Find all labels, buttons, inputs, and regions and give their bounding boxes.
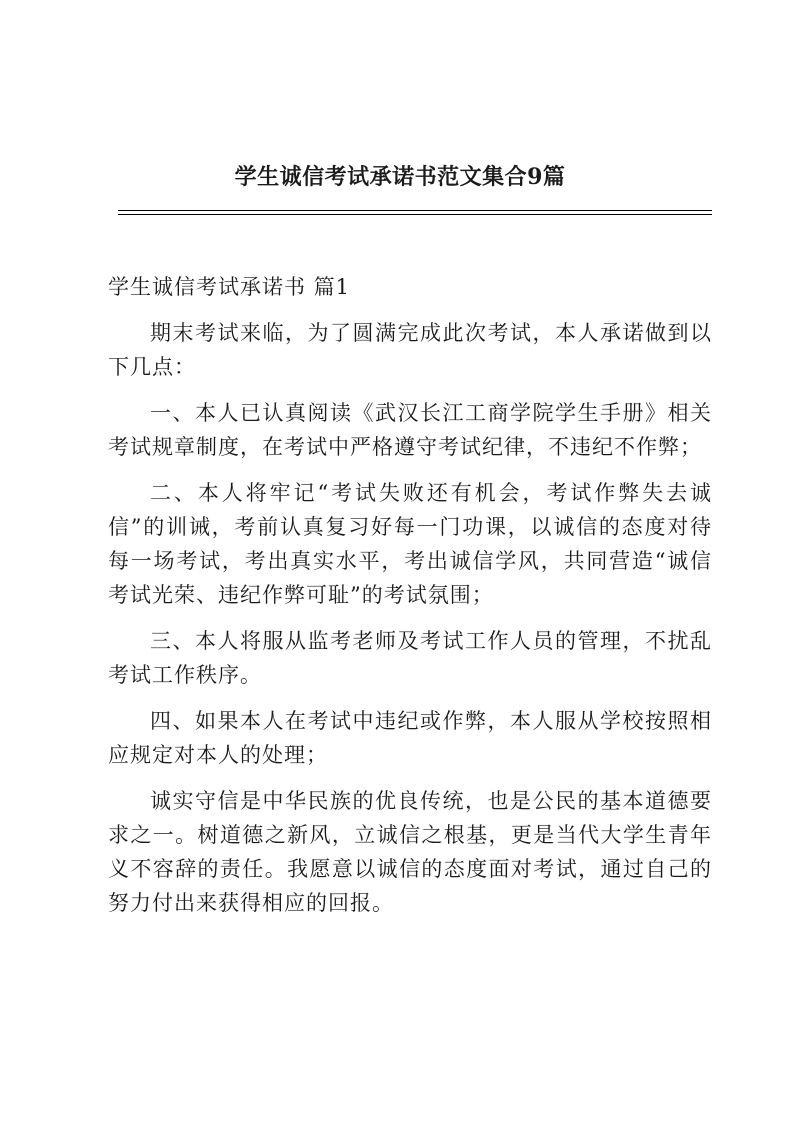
paragraph-closing: 诚实守信是中华民族的优良传统，也是公民的基本道德要求之一。树道德之新风，立诚信之根基，更是当代大学生青年义不容辞的责任。我愿意以诚信的态度面对考试，通过自己的努力付出来获得相应的回报。	[108, 789, 712, 915]
document-title: 学生诚信考试承诺书范文集合9篇	[234, 164, 566, 190]
section-heading: 学生诚信考试承诺书 篇1	[108, 275, 351, 299]
paragraph-item-3: 三、本人将服从监考老师及考试工作人员的管理，不扰乱考试工作秩序。	[108, 629, 712, 687]
paragraph-intro: 期末考试来临，为了圆满完成此次考试，本人承诺做到以下几点：	[108, 321, 712, 379]
paragraph-item-2: 二、本人将牢记“考试失败还有机会，考试作弊失去诚信”的训诫，考前认真复习好每一门功课，以诚信的态度对待每一场考试，考出真实水平，考出诚信学风，共同营造“诚信考试光荣、违纪作弊可耻”的考试氛围；	[108, 481, 712, 607]
paragraph-item-1: 一、本人已认真阅读《武汉长江工商学院学生手册》相关考试规章制度，在考试中严格遵守考试纪律，不违纪不作弊；	[108, 401, 712, 459]
paragraph-item-4: 四、如果本人在考试中违纪或作弊，本人服从学校按照相应规定对本人的处理；	[108, 709, 712, 767]
title-divider-bottom	[118, 214, 712, 215]
document-body	[108, 270, 712, 932]
title-divider-top	[118, 210, 712, 211]
